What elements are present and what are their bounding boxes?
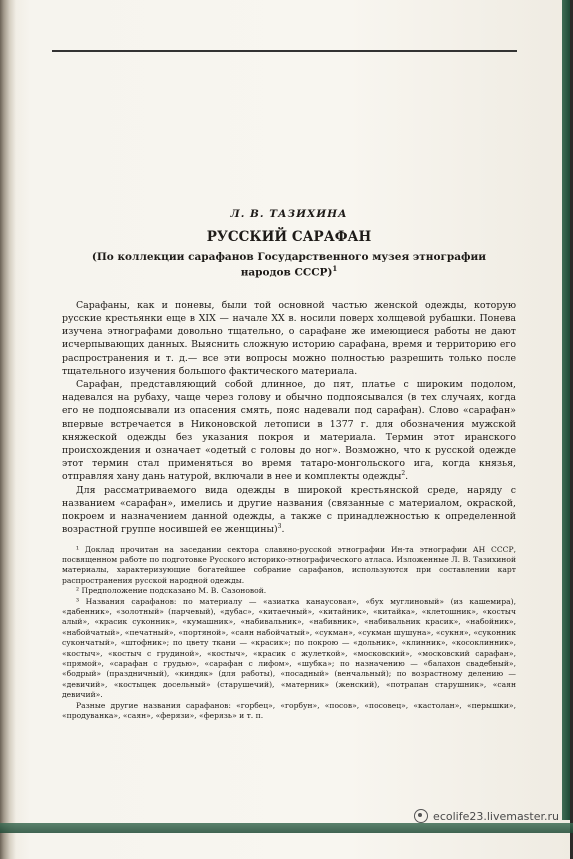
footnote-mark: 1	[332, 264, 338, 274]
book-cover-edge	[562, 0, 570, 820]
paragraph-text: Сарафан, представляющий собой длинное, до пят, платье с широким подолом, надевался на рубаху, чаще через голову и обычно подпоясывался (в тех случаях, когда его не подпоясывали из опасения смять, пояс надевали под сарафан). Слово «сарафан» впервые встречается в Никоновской летописи в 1377 г. для обозначения мужской княжеской одежды без указания покроя и материала. Термин этот иранского происхождения и означает «одетый с головы до ног». Возможно, что к русской одежде этот термин стал применяться во время татаро-монгольского ига, когда князья, отправляя хану дань натурой, включали в нее и комплекты одежды	[62, 379, 516, 483]
footnote: ³ Названия сарафанов: по материалу — «азиатка канаусовая», «бух муглиновый» (из кашемира), «дабенник», «золотный» (парчевый), «дубас», «китаечный», «китайник», «китайка», «клетошник», «костыч алый», «красик суконник», «кумашник», «набивальник», «набивник», «набивальник красик», «набойник», «набойчатый», «печатный», «портяной», «саян набойчатый», «сукман», «сукман шушуна», «сукня», «суконник сукончатый», «штофник»; по цвету ткани — «красик»; по покрою — «дольник», «клинник», «косоклинник», «костыч», «костыч с грудиной», «костыч», «красик с жулеткой», «московский», «московский сарафан», «прямой», «сарафан с грудью», «сарафан с лифом», «шубка»; по назначению — «балахон свадебный», «бодрый» (праздничный), «киндяк» (для работы), «посадный» (венчальный); по возрастному делению — «девичий», «костыцек досельный» (старушечий), «матерник» (женский), «потрапан старушник», «саян девичий».	[62, 596, 516, 700]
header-rule	[52, 50, 517, 52]
author-name: Л. В. ТАЗИХИНА	[230, 208, 348, 220]
footnote: ² Предположение подсказано М. В. Сазоновой.	[76, 586, 267, 596]
book-cover-bottom-edge	[0, 823, 573, 833]
subtitle-text: (По коллекции сарафанов Государственного музея этнографии народов СССР)	[91, 251, 487, 279]
footnote-mark: 3	[277, 523, 282, 531]
paragraph: Для рассматриваемого вида одежды в широкой крестьянской среде, наряду с названием «сарафан», имелись и другие названия (связанные с материалом, окраской, покроем и назначением данной одежды, а также с принадлежностью к определенной возрастной группе носившей ее женщины)$^3$.	[62, 484, 516, 536]
footnotes	[62, 545, 516, 722]
paragraph-text: Для рассматриваемого вида одежды в широкой крестьянской среде, наряду с названием «сарафан», имелись и другие названия (связанные с материалом, окраской, покроем и назначением данной одежды, а также с принадлежностью к определенной возрастной группе носившей ее женщины)	[62, 484, 516, 536]
watermark-text: ecolife23.livemaster.ru	[433, 809, 559, 823]
article	[62, 208, 516, 721]
article-title: РУССКИЙ САРАФАН	[206, 229, 372, 245]
livemaster-logo-icon	[414, 809, 428, 823]
paragraph	[62, 299, 516, 378]
footnote: Разные другие названия сарафанов: «горбец», «горбун», «посов», «посовец», «кастолан», «перышки», «продуванка», «саян», «ферязи», «ферязь» и т. п.	[62, 700, 516, 720]
page-gutter-shadow	[0, 0, 16, 859]
footnote-mark: 2	[401, 470, 406, 478]
watermark	[414, 809, 559, 823]
paragraph: Сарафан, представляющий собой длинное, до пят, платье с широким подолом, надевался на рубаху, чаще через голову и обычно подпоясывался (в тех случаях, когда его не подпоясывали из опасения смять, пояс надевали под сарафан). Слово «сарафан» впервые встречается в Никоновской летописи в 1377 г. для обозначения мужской княжеской одежды без указания покроя и материала. Термин этот иранского происхождения и означает «одетый с головы до ног». Возможно, что к русской одежде этот термин стал применяться во время татаро-монгольского ига, когда князья, отправляя хану дань натурой, включали в нее и комплекты одежды$^2$.	[62, 379, 516, 483]
paragraph-text: Сарафаны, как и поневы, были той основной частью женской одежды, которую русские крестьянки еще в XIX — начале XX в. носили поверх холщевой рубашки. Понева изучена этнографами довольно тщательно, о сарафане же имеющиеся работы не дают исчерпывающих данных. Выяснить сложную историю сарафана, время и территорию его распространения и т. д.— все эти вопросы можно полностью разрешить только после тщательного изучения большого фактического материала.	[62, 299, 516, 377]
article-subtitle	[62, 250, 516, 280]
footnote: ¹ Доклад прочитан на заседании сектора славяно-русской этнографии Ин-та этнографии АН СССР, посвященном работе по подготовке Русского историко-этнографического атласа. Изложенные Л. В. Тазихиной материалы, характеризующие богатейшее собрание сарафанов, используются при составлении карт распространения русской народной одежды.	[62, 544, 516, 585]
